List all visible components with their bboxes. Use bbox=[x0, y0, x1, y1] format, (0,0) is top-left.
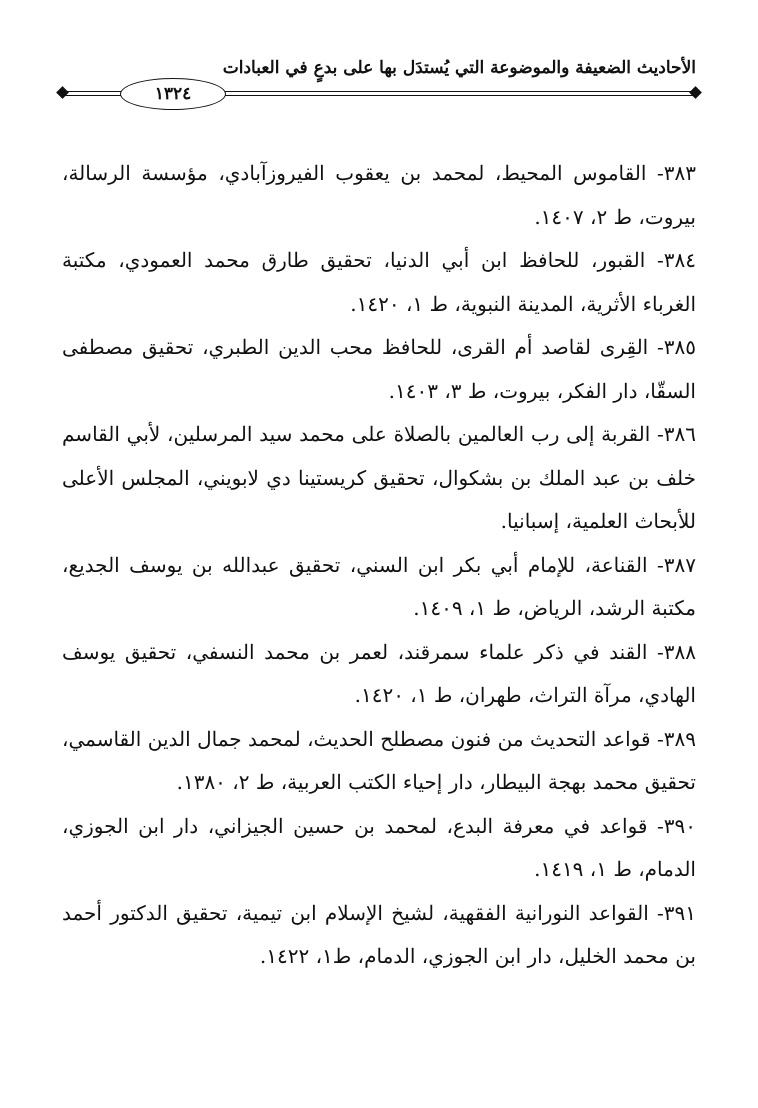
running-header-title: الأحاديث الضعيفة والموضوعة التي يُستدَل بها على بدعٍ في العبادات bbox=[222, 58, 696, 78]
entry-number: ٣٨٧- bbox=[657, 552, 697, 577]
bibliography-entry bbox=[62, 239, 696, 326]
bibliography-entry bbox=[62, 152, 696, 239]
entry-text: القناعة، للإمام أبي بكر ابن السني، تحقيق عبدالله بن يوسف الجديع، مكتبة الرشد، الرياض، ط ١، ١٤٠٩. bbox=[62, 552, 696, 620]
entry-number: ٣٩١- bbox=[657, 900, 696, 925]
entry-text: القِرى لقاصد أم القرى، للحافظ محب الدين الطبري، تحقيق مصطفى السقّا، دار الفكر، بيروت، ط ٣، ١٤٠٣. bbox=[62, 335, 696, 403]
entry-number: ٣٨٤- bbox=[657, 248, 697, 272]
bibliography-list bbox=[62, 152, 696, 979]
entry-text: القربة إلى رب العالمين بالصلاة على محمد سيد المرسلين، لأبي القاسم خلف بن عبد الملك بن بشكوال، تحقيق كريستينا دي لابويني، المجلس الأعلى للأبحاث العلمية، إسبانيا. bbox=[62, 422, 696, 533]
bibliography-entry bbox=[62, 631, 696, 718]
entry-text: قواعد التحديث من فنون مصطلح الحديث، لمحمد جمال الدين القاسمي، تحقيق محمد بهجة البيطار، دار إحياء الكتب العربية، ط ٢، ١٣٨٠. bbox=[62, 726, 696, 794]
page-number: ١٣٢٤ bbox=[120, 78, 226, 110]
diamond-ornament-left-icon bbox=[56, 86, 69, 99]
running-header bbox=[62, 58, 696, 108]
entry-text: قواعد في معرفة البدع، لمحمد بن حسين الجيزاني، دار ابن الجوزي، الدمام، ط ١، ١٤١٩. bbox=[62, 813, 696, 881]
bibliography-entry bbox=[62, 413, 696, 544]
entry-number: ٣٨٥- bbox=[657, 335, 696, 359]
bibliography-entry bbox=[62, 326, 696, 413]
entry-text: القواعد النورانية الفقهية، لشيخ الإسلام ابن تيمية، تحقيق الدكتور أحمد بن محمد الخليل، دار ابن الجوزي، الدمام، ط١، ١٤٢٢. bbox=[62, 900, 696, 968]
bibliography-entry bbox=[62, 805, 696, 892]
entry-number: ٣٨٨- bbox=[657, 639, 697, 664]
entry-number: ٣٨٦- bbox=[657, 422, 697, 446]
bibliography-entry bbox=[62, 544, 696, 631]
entry-number: ٣٩٠- bbox=[657, 813, 697, 838]
entry-text: القاموس المحيط، لمحمد بن يعقوب الفيروزآبادي، مؤسسة الرسالة، بيروت، ط ٢، ١٤٠٧. bbox=[62, 161, 696, 229]
entry-number: ٣٨٣- bbox=[657, 161, 696, 185]
diamond-ornament-right-icon bbox=[689, 86, 702, 99]
entry-text: القند في ذكر علماء سمرقند، لعمر بن محمد النسفي، تحقيق يوسف الهادي، مرآة التراث، طهران، ط ١، ١٤٢٠. bbox=[62, 639, 696, 707]
bibliography-entry bbox=[62, 892, 696, 979]
entry-number: ٣٨٩- bbox=[657, 726, 696, 751]
bibliography-entry bbox=[62, 718, 696, 805]
entry-text: القبور، للحافظ ابن أبي الدنيا، تحقيق طارق محمد العمودي، مكتبة الغرباء الأثرية، المدينة النبوية، ط ١، ١٤٢٠. bbox=[62, 248, 696, 316]
